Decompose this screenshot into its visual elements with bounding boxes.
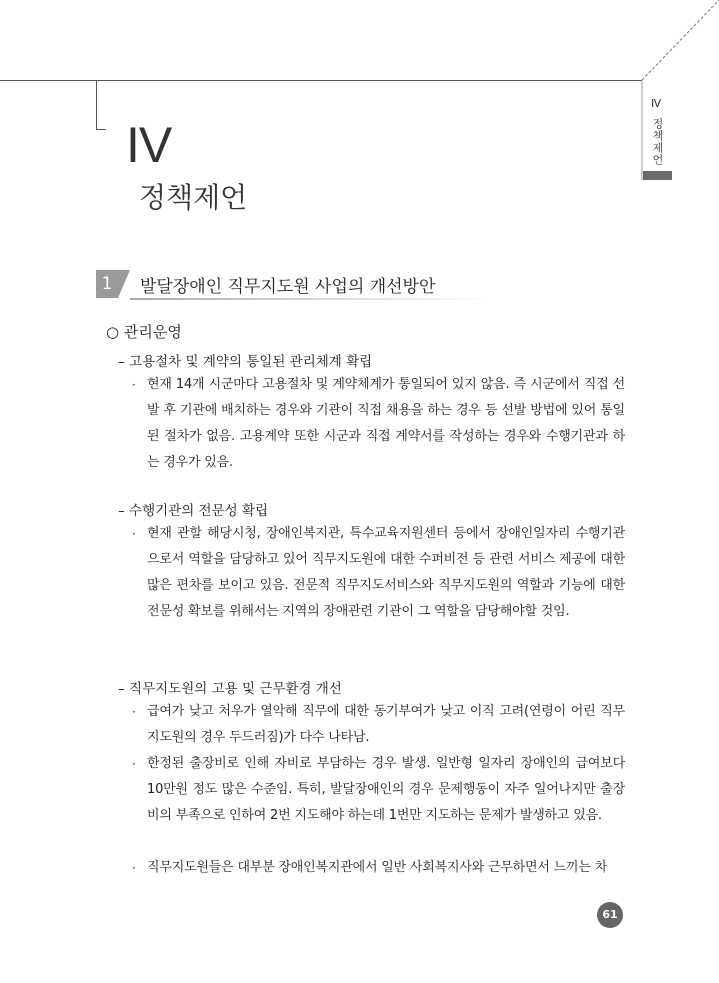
chapter-marker-line xyxy=(96,81,97,129)
header-corner-decoration xyxy=(0,0,719,200)
section-number: 1 xyxy=(96,270,118,298)
subheading-employment-procedure: – 고용절차 및 계약의 통일된 관리체계 확립 xyxy=(118,354,373,370)
paragraph-travel-expenses: 한정된 출장비로 인해 자비로 부담하는 경우 발생. 일반형 일자리 장애인의 급여보다 10만원 정도 많은 수준임. 특히, 발달장애인의 경우 문제행동이 자주 일어나지만 출장비의 부족으로 인하여 2번 지도해야 하는데 1번만 지도하는 문제가 발생하고 있음. xyxy=(147,756,625,823)
side-tab-number: Ⅳ xyxy=(651,97,662,110)
chapter-title: 정책제언 xyxy=(139,181,248,214)
section-underline xyxy=(130,298,490,300)
page-number: 61 xyxy=(597,902,623,928)
subheading-work-environment: – 직무지도원의 고용 및 근무환경 개선 xyxy=(118,681,342,697)
bullet-mark: · xyxy=(132,757,136,771)
bullet-mark: · xyxy=(132,378,136,392)
section-title: 발달장애인 직무지도원 사업의 개선방안 xyxy=(140,277,436,297)
section-number-slant xyxy=(118,270,130,298)
paragraph-wages: 급여가 낮고 처우가 열악해 직무에 대한 동기부여가 낮고 이직 고려(연령이 어린 직무지도원의 경우 두드러짐)가 다수 나타남. xyxy=(147,704,625,745)
chapter-marker-tick xyxy=(96,129,106,130)
side-tab-bar xyxy=(643,171,672,180)
bullet-mark: · xyxy=(132,527,136,541)
subheading-agency-expertise: – 수행기관의 전문성 확립 xyxy=(118,503,269,519)
paragraph-employment-procedure: 현재 14개 시군마다 고용절차 및 계약체계가 통일되어 있지 않음. 즉 시군에서 직접 선발 후 기관에 배치하는 경우와 기관이 직접 채용을 하는 경우 등 선발 방법에 있어 통일된 절차가 없음. 고용계약 또한 시군과 직접 계약서를 작성하는 경우와 수행기관과 하는 경우가 있음. xyxy=(147,377,625,470)
heading-management: ○ 관리운영 xyxy=(106,323,182,341)
paragraph-work-with-social-workers: 직무지도원들은 대부분 장애인복지관에서 일반 사회복지사와 근무하면서 느끼는 차 xyxy=(147,860,608,875)
paragraph-agency-expertise: 현재 관할 해당시청, 장애인복지관, 특수교육지원센터 등에서 장애인일자리 수행기관으로서 역할을 담당하고 있어 직무지도원에 대한 수퍼비전 등 관련 서비스 제공에 대한 많은 편차를 보이고 있음. 전문적 직무지도서비스와 직무지도원의 역할과 기능에 대한 전문성 확보를 위해서는 지역의 장애관련 기관이 그 역할을 담당해야할 것임. xyxy=(147,526,625,619)
side-tab-title: 정책제언 xyxy=(651,118,664,166)
bullet-mark: · xyxy=(132,705,136,719)
chapter-number: IV xyxy=(126,117,172,173)
bullet-mark: · xyxy=(132,861,136,875)
